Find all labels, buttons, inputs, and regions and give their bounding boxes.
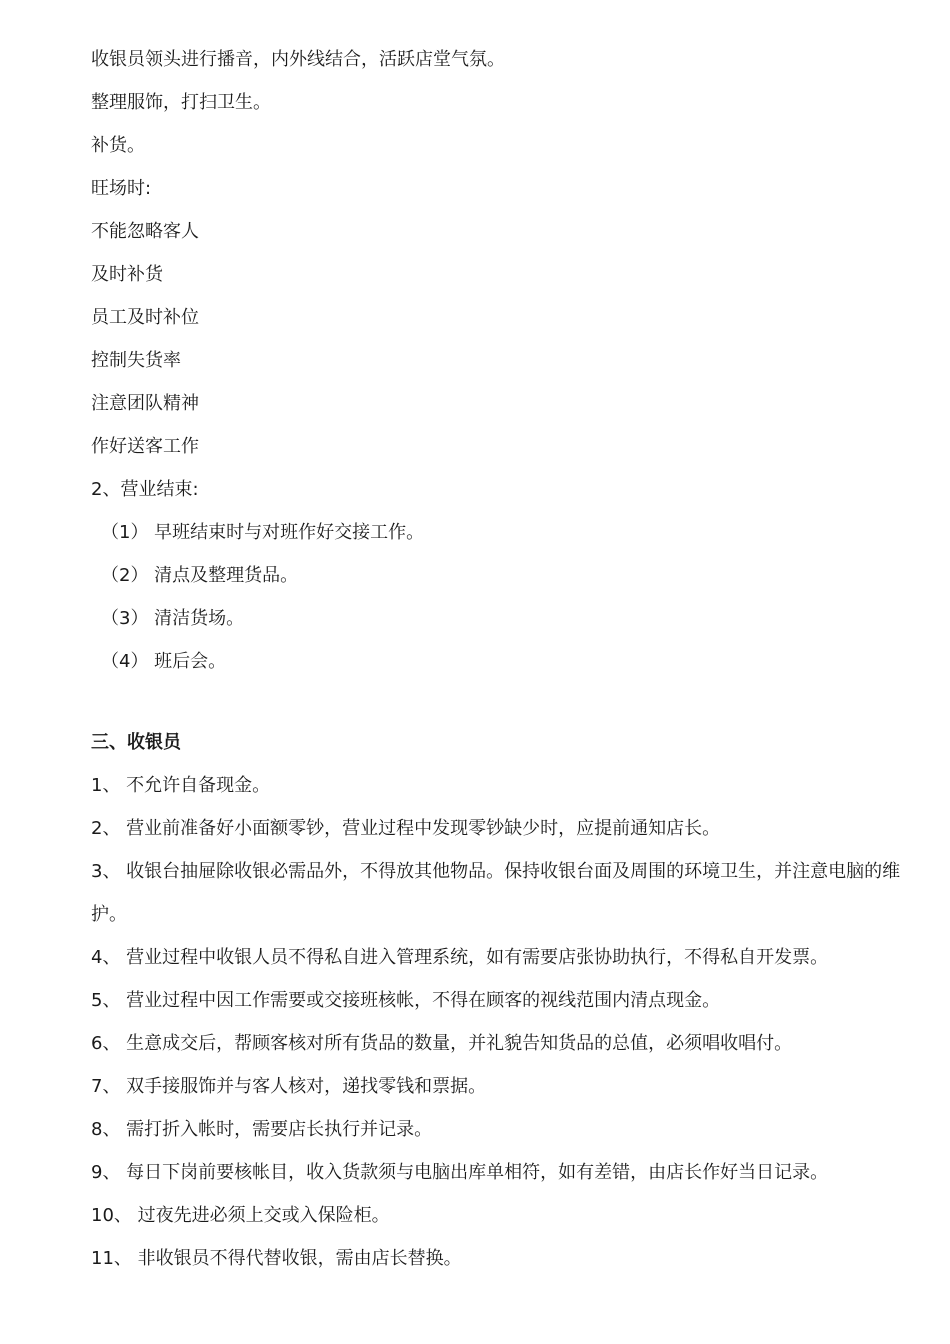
section-2-title: 2、营业结束: [91, 479, 199, 500]
section-3-item: 3、 收银台抽屉除收银必需品外，不得放其他物品。保持收银台面及周围的环境卫生，并注意电脑的维护。 [91, 861, 901, 925]
intro-line: 不能忽略客人 [91, 221, 199, 242]
section-2-item: （1） 早班结束时与对班作好交接工作。 [101, 522, 425, 543]
intro-line: 收银员领头进行播音，内外线结合，活跃店堂气氛。 [91, 49, 505, 70]
section-3-item: 1、 不允许自备现金。 [91, 775, 271, 796]
section-2-item: （4） 班后会。 [101, 651, 227, 672]
intro-line: 旺场时: [91, 178, 152, 199]
document-page [91, 38, 911, 1280]
intro-line: 及时补货 [91, 264, 163, 285]
section-3-heading: 三、收银员 [91, 732, 181, 753]
intro-line: 作好送客工作 [91, 436, 199, 457]
section-3-item: 2、 营业前准备好小面额零钞，营业过程中发现零钞缺少时，应提前通知店长。 [91, 818, 721, 839]
intro-line: 员工及时补位 [91, 307, 199, 328]
intro-line: 控制失货率 [91, 350, 181, 371]
intro-line: 补货。 [91, 135, 145, 156]
intro-line: 注意团队精神 [91, 393, 199, 414]
section-spacer [91, 683, 911, 721]
section-3-item: 7、 双手接服饰并与客人核对，递找零钱和票据。 [91, 1076, 487, 1097]
section-3-item: 4、 营业过程中收银人员不得私自进入管理系统，如有需要店张协助执行，不得私自开发票。 [91, 947, 829, 968]
section-3-item: 6、 生意成交后，帮顾客核对所有货品的数量，并礼貌告知货品的总值，必须唱收唱付。 [91, 1033, 793, 1054]
intro-line: 整理服饰，打扫卫生。 [91, 92, 271, 113]
section-2-item: （3） 清洁货场。 [101, 608, 245, 629]
section-3-item: 11、 非收银员不得代替收银，需由店长替换。 [91, 1248, 462, 1269]
section-2-item: （2） 清点及整理货品。 [101, 565, 299, 586]
section-3-item: 9、 每日下岗前要核帐目，收入货款须与电脑出库单相符，如有差错，由店长作好当日记录。 [91, 1162, 829, 1183]
section-3-item: 5、 营业过程中因工作需要或交接班核帐，不得在顾客的视线范围内清点现金。 [91, 990, 721, 1011]
section-3-item: 10、 过夜先进必须上交或入保险柜。 [91, 1205, 390, 1226]
section-3-item: 8、 需打折入帐时，需要店长执行并记录。 [91, 1119, 433, 1140]
